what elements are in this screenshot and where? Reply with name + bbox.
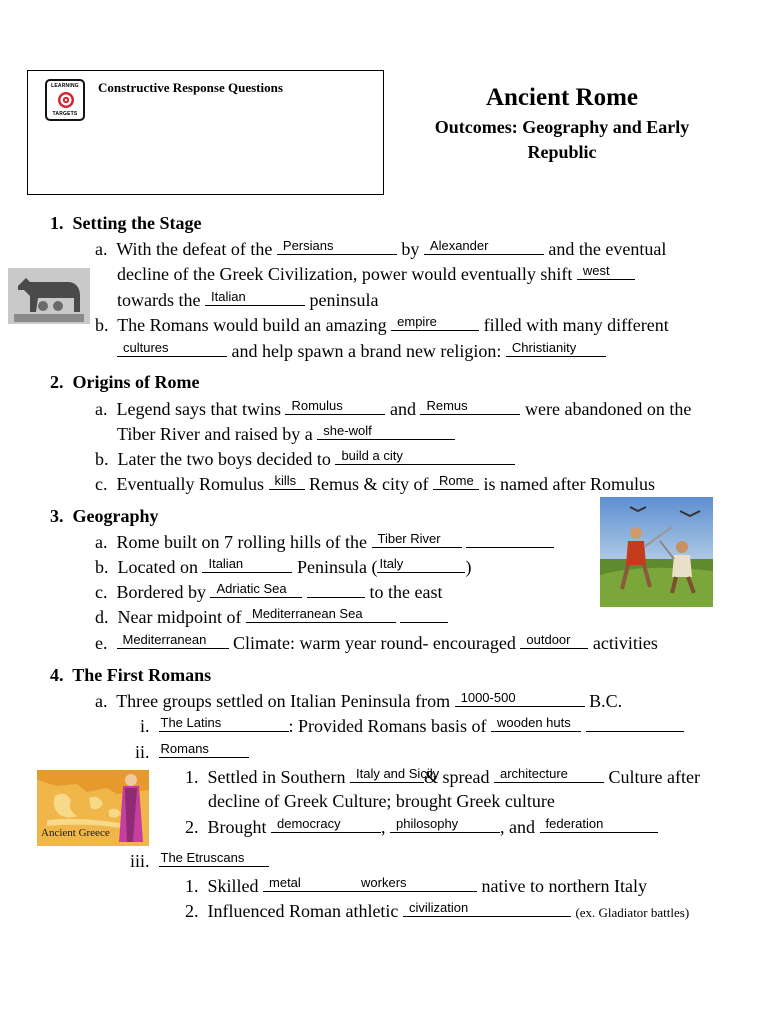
answer-blank[interactable] bbox=[372, 530, 462, 548]
question-text: towards the bbox=[117, 290, 201, 310]
section-2-heading bbox=[50, 371, 199, 393]
answer-blank[interactable] bbox=[317, 422, 455, 440]
question-text: decline of the Greek Civilization, power would eventually shift bbox=[117, 264, 573, 284]
gladiator-fight-image bbox=[600, 497, 713, 607]
item-marker: iii. bbox=[130, 851, 150, 871]
extra-blank[interactable] bbox=[400, 605, 448, 623]
answer-blank[interactable] bbox=[390, 815, 500, 833]
question-text: Settled in Southern bbox=[207, 767, 346, 787]
answer-blank[interactable] bbox=[424, 237, 544, 255]
box-label: Constructive Response Questions bbox=[98, 80, 283, 95]
question-text: Peninsula ( bbox=[296, 557, 378, 577]
s4-i-line bbox=[140, 714, 684, 737]
answer-text: workers bbox=[361, 875, 407, 890]
answer-blank[interactable] bbox=[420, 397, 520, 415]
answer-text: Romans bbox=[160, 741, 209, 756]
answer-text: cultures bbox=[123, 340, 169, 355]
item-marker: e. bbox=[95, 633, 108, 653]
answer-blank[interactable] bbox=[494, 765, 604, 783]
s4-a-line bbox=[95, 689, 622, 712]
question-text: native to northern Italy bbox=[481, 876, 647, 896]
question-text: Skilled bbox=[207, 876, 259, 896]
item-marker: c. bbox=[95, 582, 108, 602]
s2-b-line bbox=[95, 447, 515, 470]
answer-blank[interactable] bbox=[246, 605, 396, 623]
section-number: 2. bbox=[50, 372, 64, 392]
answer-text: kills bbox=[274, 473, 297, 488]
question-text: peninsula bbox=[309, 290, 379, 310]
question-text: Eventually Romulus bbox=[116, 474, 264, 494]
badge-bottom-text: TARGETS bbox=[52, 111, 78, 117]
extra-blank[interactable] bbox=[586, 714, 684, 732]
answer-text: Italy and Sicily bbox=[356, 766, 440, 781]
question-text: & spread bbox=[424, 767, 490, 787]
s3-b-line bbox=[95, 555, 471, 578]
question-text: activities bbox=[592, 633, 658, 653]
question-text: and bbox=[389, 399, 416, 419]
question-text: Legend says that twins bbox=[116, 399, 281, 419]
answer-text: metal bbox=[269, 875, 301, 890]
item-marker: ii. bbox=[135, 742, 150, 762]
question-text: Remus & city of bbox=[309, 474, 429, 494]
answer-text: democracy bbox=[277, 816, 341, 831]
answer-text: outdoor bbox=[526, 632, 571, 647]
answer-text: 1000-500 bbox=[460, 690, 516, 705]
s4-iii-line bbox=[130, 849, 269, 872]
answer-blank[interactable] bbox=[263, 874, 355, 892]
item-marker: b. bbox=[95, 315, 109, 335]
answer-text: Persians bbox=[282, 238, 334, 253]
question-text: Brought bbox=[207, 817, 267, 837]
s2-c-line bbox=[95, 472, 655, 495]
answer-text: wooden huts bbox=[497, 715, 571, 730]
section-1-heading bbox=[50, 212, 202, 234]
answer-blank[interactable] bbox=[520, 631, 588, 649]
question-text: Rome built on 7 rolling hills of the bbox=[116, 532, 367, 552]
answer-blank[interactable] bbox=[577, 262, 635, 280]
s3-d-line bbox=[95, 605, 448, 628]
answer-blank[interactable] bbox=[271, 815, 381, 833]
answer-text: Rome bbox=[439, 473, 474, 488]
answer-blank[interactable] bbox=[455, 689, 585, 707]
she-wolf-statue-image bbox=[8, 268, 90, 324]
answer-blank[interactable] bbox=[350, 765, 440, 783]
s3-e-line bbox=[95, 631, 658, 654]
item-marker: b. bbox=[95, 557, 109, 577]
answer-blank[interactable] bbox=[159, 740, 249, 758]
item-marker: a. bbox=[95, 532, 108, 552]
answer-text: Adriatic Sea bbox=[216, 581, 287, 596]
answer-text: west bbox=[582, 263, 610, 278]
section-3-heading bbox=[50, 505, 159, 527]
s2-a-line-1 bbox=[95, 397, 691, 420]
question-text: The Romans would build an amazing bbox=[117, 315, 387, 335]
target-icon bbox=[57, 91, 75, 109]
answer-text: Romulus bbox=[291, 398, 343, 413]
s4-ii-line bbox=[135, 740, 249, 763]
answer-blank[interactable] bbox=[202, 555, 292, 573]
question-text: and the eventual bbox=[548, 239, 667, 259]
s2-a-line-2 bbox=[117, 422, 455, 445]
s3-c-line bbox=[95, 580, 442, 603]
section-title: Setting the Stage bbox=[72, 213, 202, 233]
item-marker: 1. bbox=[185, 767, 199, 787]
answer-text: Mediterranean Sea bbox=[251, 606, 363, 621]
section-title: Geography bbox=[72, 506, 159, 526]
answer-text: build a city bbox=[341, 448, 403, 463]
s4-iii-1-line bbox=[185, 874, 647, 897]
answer-text: Alexander bbox=[429, 238, 489, 253]
item-marker: a. bbox=[95, 239, 108, 259]
answer-text: The Latins bbox=[160, 715, 222, 730]
s1-b-line-1 bbox=[95, 313, 669, 336]
question-text: Tiber River and raised by a bbox=[117, 424, 313, 444]
question-text: ) bbox=[465, 557, 472, 577]
question-text: filled with many different bbox=[483, 315, 669, 335]
answer-blank[interactable] bbox=[355, 874, 477, 892]
answer-text: Tiber River bbox=[377, 531, 441, 546]
answer-text: Italian bbox=[208, 556, 244, 571]
extra-blank[interactable] bbox=[307, 580, 365, 598]
answer-text: Remus bbox=[426, 398, 468, 413]
item-marker: b. bbox=[95, 449, 109, 469]
answer-text: philosophy bbox=[396, 816, 459, 831]
answer-text: empire bbox=[397, 314, 437, 329]
question-text: With the defeat of the bbox=[116, 239, 273, 259]
answer-blank[interactable] bbox=[117, 631, 229, 649]
answer-text: federation bbox=[545, 816, 604, 831]
question-text: Culture after bbox=[608, 767, 700, 787]
answer-blank[interactable] bbox=[335, 447, 515, 465]
s3-a-line bbox=[95, 530, 554, 553]
answer-blank[interactable] bbox=[391, 313, 479, 331]
s1-a-line-3 bbox=[117, 288, 378, 311]
item-marker: 1. bbox=[185, 876, 199, 896]
question-text: Located on bbox=[117, 557, 198, 577]
s4-iii-2-line bbox=[185, 899, 689, 924]
answer-text: Italian bbox=[210, 289, 246, 304]
question-text: to the east bbox=[369, 582, 443, 602]
answer-blank[interactable] bbox=[159, 849, 269, 867]
answer-blank[interactable] bbox=[540, 815, 658, 833]
question-text: Influenced Roman athletic bbox=[207, 901, 399, 921]
question-text: B.C. bbox=[589, 691, 623, 711]
question-text: decline of Greek Culture; brought Greek culture bbox=[208, 791, 555, 811]
item-marker: a. bbox=[95, 691, 108, 711]
answer-blank[interactable] bbox=[506, 339, 606, 357]
ancient-greece-map-image bbox=[37, 770, 149, 846]
s1-a-line-2 bbox=[117, 262, 635, 285]
section-number: 1. bbox=[50, 213, 64, 233]
answer-blank[interactable] bbox=[285, 397, 385, 415]
question-text: by bbox=[401, 239, 420, 259]
item-marker: d. bbox=[95, 607, 109, 627]
question-text: is named after Romulus bbox=[483, 474, 655, 494]
answer-text: architecture bbox=[499, 766, 568, 781]
question-text: , and bbox=[500, 817, 536, 837]
question-text: and help spawn a brand new religion: bbox=[231, 341, 502, 361]
answer-text: Christianity bbox=[511, 340, 577, 355]
section-title: The First Romans bbox=[72, 665, 212, 685]
section-number: 4. bbox=[50, 665, 64, 685]
s4-ii-1-line-1 bbox=[185, 765, 700, 788]
answer-blank[interactable] bbox=[403, 899, 571, 917]
s4-ii-2-line: 2. Brought democracy , philosophy , and federation bbox=[185, 815, 658, 838]
answer-text: The Etruscans bbox=[160, 850, 245, 865]
answer-blank[interactable] bbox=[269, 472, 305, 490]
answer-blank[interactable] bbox=[117, 339, 227, 357]
question-text: Climate: warm year round- encouraged bbox=[233, 633, 516, 653]
item-marker: 2. bbox=[185, 817, 199, 837]
section-number: 3. bbox=[50, 506, 64, 526]
item-marker: c. bbox=[95, 474, 108, 494]
question-text: Near midpoint of bbox=[117, 607, 242, 627]
answer-text: Italy bbox=[379, 556, 404, 571]
question-text: Bordered by bbox=[116, 582, 206, 602]
question-text: were abandoned on the bbox=[524, 399, 692, 419]
answer-text: civilization bbox=[408, 900, 469, 915]
section-title: Origins of Rome bbox=[72, 372, 200, 392]
page-subtitle-2: Republic bbox=[527, 142, 597, 162]
page-subtitle-1: Outcomes: Geography and Early bbox=[434, 117, 690, 137]
map-label: Ancient Greece bbox=[41, 827, 110, 839]
item-marker: 2. bbox=[185, 901, 199, 921]
learning-targets-badge bbox=[45, 79, 85, 121]
page-title: Ancient Rome bbox=[485, 84, 639, 111]
answer-blank[interactable] bbox=[210, 580, 302, 598]
s4-ii-1-line-2 bbox=[208, 790, 555, 812]
answer-text: Mediterranean bbox=[122, 632, 207, 647]
item-marker: i. bbox=[140, 716, 150, 736]
question-text: Three groups settled on Italian Peninsula from bbox=[116, 691, 451, 711]
answer-blank[interactable] bbox=[491, 714, 581, 732]
question-text: : Provided Romans basis of bbox=[288, 716, 487, 736]
section-4-heading bbox=[50, 664, 211, 686]
s1-b-line-2 bbox=[117, 339, 606, 362]
badge-top-text: LEARNING bbox=[51, 83, 79, 89]
answer-blank[interactable] bbox=[433, 472, 479, 490]
question-text: Later the two boys decided to bbox=[117, 449, 331, 469]
answer-blank[interactable] bbox=[277, 237, 397, 255]
answer-blank[interactable] bbox=[377, 555, 465, 573]
s1-a-line-1 bbox=[95, 237, 666, 260]
example-note: (ex. Gladiator battles) bbox=[575, 905, 690, 920]
answer-blank[interactable] bbox=[159, 714, 289, 732]
answer-text: she-wolf bbox=[323, 423, 372, 438]
item-marker: a. bbox=[95, 399, 108, 419]
answer-blank[interactable] bbox=[205, 288, 305, 306]
extra-blank[interactable] bbox=[466, 530, 554, 548]
